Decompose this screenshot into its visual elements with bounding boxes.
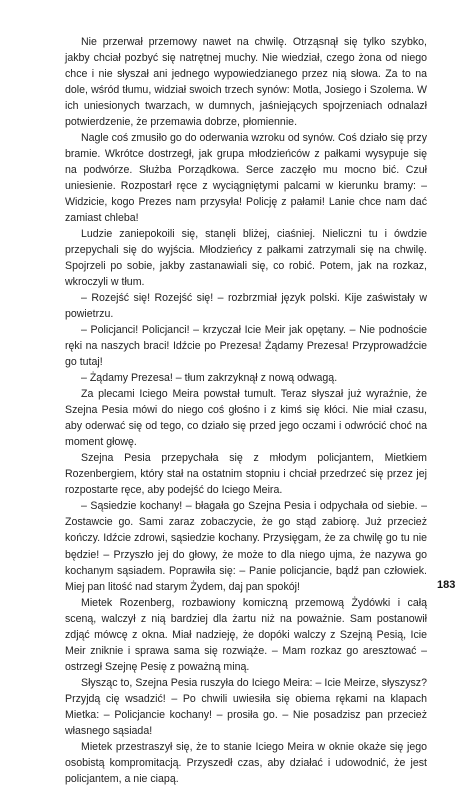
paragraph: – Sąsiedzie kochany! – błagała go Szejna Pesia i odpychała od siebie. – Zostawcie go. Sami zaraz zobaczycie, że go stąd zabiorę. Już przecież kończy. Idźcie zdrowi, sąsiedzie kochany. Przysięgam, że za chwilę go tu nie będzie! – Przyszło jej do głowy, że może to dla niego ujma, że nazywa go kochanym sąsiadem. Poprawiła się: – Panie policjancie, bądź pan człowiek. Miej pan litość nad starym Żydem, daj pan spokój! (65, 500, 427, 593)
paragraph: – Rozejść się! Rozejść się! – rozbrzmiał język polski. Kije zaświstały w powietrzu. (65, 292, 427, 321)
paragraph: Nagle coś zmusiło go do oderwania wzroku od synów. Coś działo się przy bramie. Wkrótce dostrzegł, jak grupa młodzieńców z pałkami wysypuje się na podwórze. Służba Porządkowa. Serce zaczęło mu mocno bić. Czuł uniesienie. Rozpostarł ręce z wyciągniętymi palcami w kierunku bramy: – Widzicie, kogo Prezes nam przysyła! Policję z pałami! Lanie chce nam dać zamiast chleba! (65, 132, 427, 225)
page-number: 183 (437, 579, 456, 591)
paragraph: Nie przerwał przemowy nawet na chwilę. Otrząsnął się tylko szybko, jakby chciał pozbyć się natrętnej muchy. Nie wiedział, czego żona od niego chce i nie słyszał ani jednego wypowiedzianego przez nią słowa. Za to na dole, wśród tłumu, widział swoich trzech synów: Motla, Josiego i Szolema. W ich uniesionych twarzach, w dumnych, jaśniejących spojrzeniach odnalazł potwierdzenie, że przemawia dobrze, płomiennie. (65, 36, 427, 129)
paragraph: Szejna Pesia przepychała się z młodym policjantem, Mietkiem Rozenbergiem, który stał na ostatnim stopniu i chciał przedrzeć się przez jej rozpostarte ręce, aby podejść do Iciego Meira. (65, 452, 427, 497)
paragraph: Za plecami Iciego Meira powstał tumult. Teraz słyszał już wyraźnie, że Szejna Pesia mówi do niego coś głośno i z kimś się kłóci. Nie miał czasu, aby oderwać się od tego, co działo się przed jego oczami i odwrócić choć na moment głowę. (65, 388, 427, 449)
paragraph: Mietek przestraszył się, że to stanie Iciego Meira w oknie okaże się jego osobistą kompromitacją. Przyszedł czas, aby działać i udowodnić, że jest policjantem, a nie ciapą. (65, 740, 427, 785)
page-text (65, 34, 427, 787)
paragraph: – Żądamy Prezesa! – tłum zakrzyknął z nową odwagą. (81, 372, 338, 385)
paragraph: Mietek Rozenberg, rozbawiony komiczną przemową Żydówki i całą sceną, walczył z nią bardziej dla żartu niż na poważnie. Sam postanowił zdjąć mówcę z okna. Miał nadzieję, że dopóki walczy z Szejną Pesią, Icie Meir zniknie i sprawa sama się rozwiąże. – Mam rozkaz go aresztować – ostrzegł Szejnę Pesię z poważną miną. (65, 596, 427, 673)
paragraph: – Policjanci! Policjanci! – krzyczał Icie Meir jak opętany. – Nie podnoście ręki na naszych braci! Idźcie po Prezesa! Żądamy Prezesa! Przyprowadźcie go tutaj! (65, 324, 427, 369)
paragraph: Słysząc to, Szejna Pesia ruszyła do Iciego Meira: – Icie Meirze, słyszysz? Przyjdą cię wsadzić! – Po chwili uwiesiła się obiema rękami na klapach Mietka: – Policjancie kochany! – prosiła go. – Nie posadzisz pan przecież własnego sąsiada! (65, 676, 427, 737)
paragraph: Ludzie zaniepokoili się, stanęli bliżej, ciaśniej. Nieliczni tu i ówdzie przepychali się do wyjścia. Młodzieńcy z pałkami zatrzymali się na chwilę. Spojrzeli po sobie, jakby zastanawiali się, co robić. Potem, jak na rozkaz, wkroczyli w tłum. (65, 228, 427, 289)
